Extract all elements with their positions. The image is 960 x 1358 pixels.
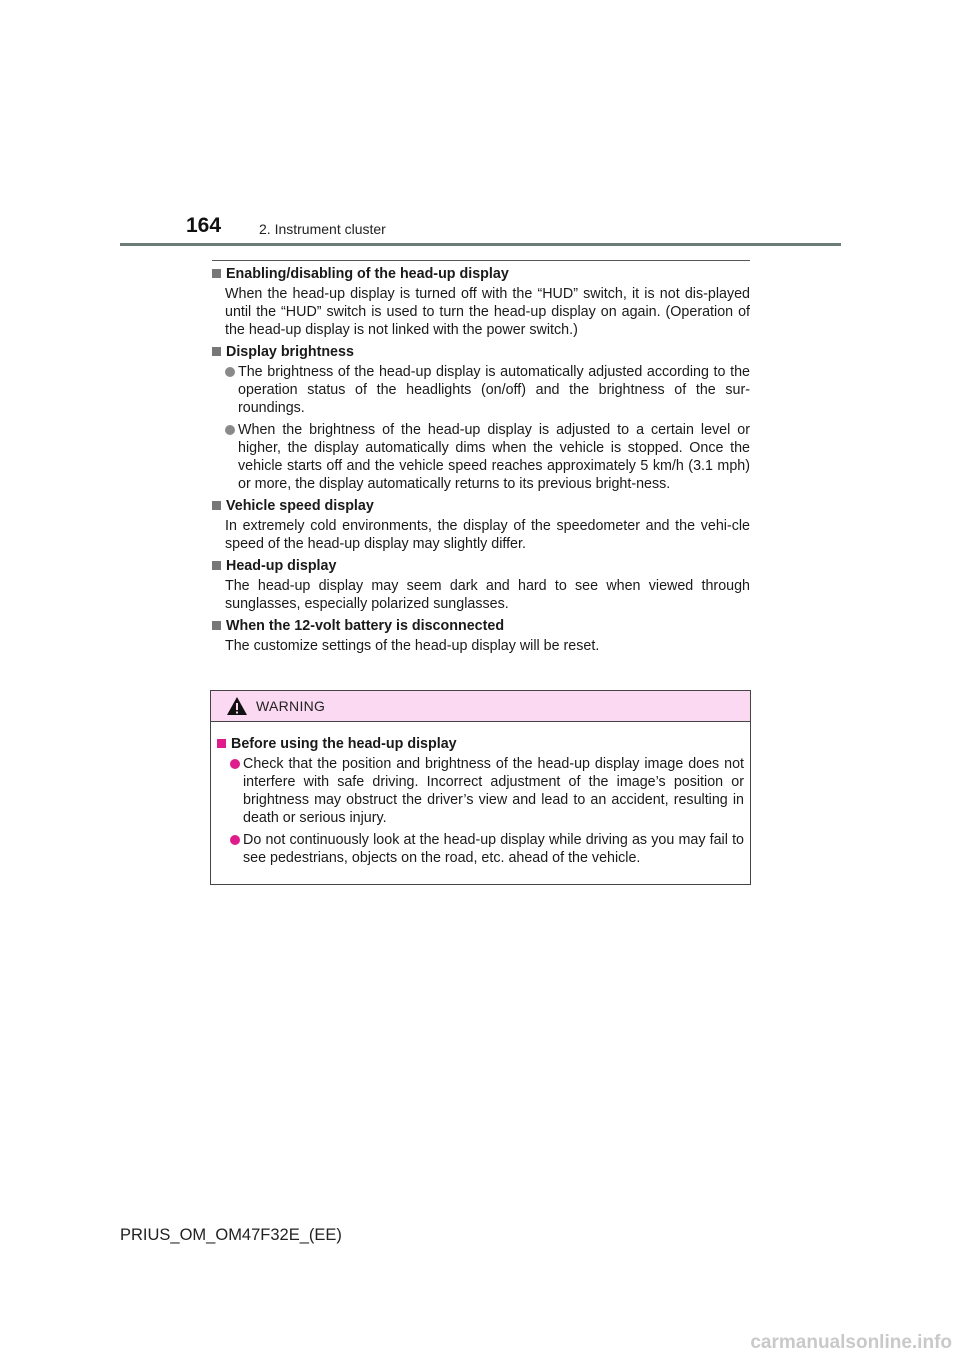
bullet-text: The brightness of the head-up display is automatically adjusted according to the operation status of the headlights (on/off) and the brightness of the sur-roundings. [238,364,750,416]
item-heading-text: When the 12-volt battery is disconnected [226,618,505,634]
circle-bullet-icon [225,367,235,377]
square-bullet-icon [212,561,221,570]
item-heading [211,617,750,635]
bullet-text: Check that the position and brightness of the head-up display image does not interfere with safe driving. Incorrect adjustment of the image’s position or brightness may obstruct the driver’s view and lead to an accident, resulting in death or serious injury. [243,756,744,826]
warning-box [210,690,751,885]
warning-header [211,691,750,722]
item-heading [211,497,750,515]
page-number: 164 [186,214,222,237]
content [211,265,750,659]
item-head-up-display [211,557,750,613]
list-item [225,421,750,493]
page-header [0,0,960,250]
warning-heading-text: Before using the head-up display [231,736,457,752]
warning-body [211,722,750,867]
item-heading [211,557,750,575]
list-item [225,363,750,417]
circle-bullet-icon [230,835,240,845]
item-heading-text: Vehicle speed display [226,498,374,514]
circle-bullet-icon [225,425,235,435]
warning-heading [216,735,744,753]
warning-triangle-icon [226,696,248,716]
square-bullet-icon [217,739,226,748]
watermark: carmanualsonline.info [750,1332,952,1353]
content-rule [212,260,750,261]
item-battery [211,617,750,655]
square-bullet-icon [212,347,221,356]
bullet-text: When the brightness of the head-up display is adjusted to a certain level or higher, the display automatically dims when the vehicle is stopped. Once the vehicle starts off and the vehicle speed reaches approximately 5 km/h (3.1 mph) or more, the display automatically returns to its previous bright-ness. [238,422,750,492]
footer-doc-id: PRIUS_OM_OM47F32E_(EE) [120,1226,342,1244]
item-text: The head-up display may seem dark and hard to see when viewed through sunglasses, especially polarized sunglasses. [225,578,750,612]
item-heading [211,343,750,361]
item-text: The customize settings of the head-up display will be reset. [225,638,600,654]
item-heading-text: Head-up display [226,558,337,574]
item-brightness [211,343,750,493]
header-rule [120,243,841,246]
list-item [230,755,744,827]
item-heading-text: Display brightness [226,344,354,360]
item-heading [211,265,750,283]
square-bullet-icon [212,269,221,278]
item-text: In extremely cold environments, the display of the speedometer and the vehi-cle speed of the head-up display may slightly differ. [225,518,750,552]
circle-bullet-icon [230,759,240,769]
bullet-text: Do not continuously look at the head-up display while driving as you may fail to see pedestrians, objects on the road, etc. ahead of the vehicle. [243,832,744,866]
square-bullet-icon [212,621,221,630]
item-vehicle-speed [211,497,750,553]
list-item [230,831,744,867]
section-title: 2. Instrument cluster [259,221,386,237]
item-heading-text: Enabling/disabling of the head-up display [226,266,509,282]
warning-title: WARNING [256,698,326,714]
square-bullet-icon [212,501,221,510]
item-enabling [211,265,750,339]
item-text: When the head-up display is turned off with the “HUD” switch, it is not dis-played until the “HUD” switch is used to turn the head-up display on again. (Operation of the head-up display is not linked with the power switch.) [225,286,750,338]
